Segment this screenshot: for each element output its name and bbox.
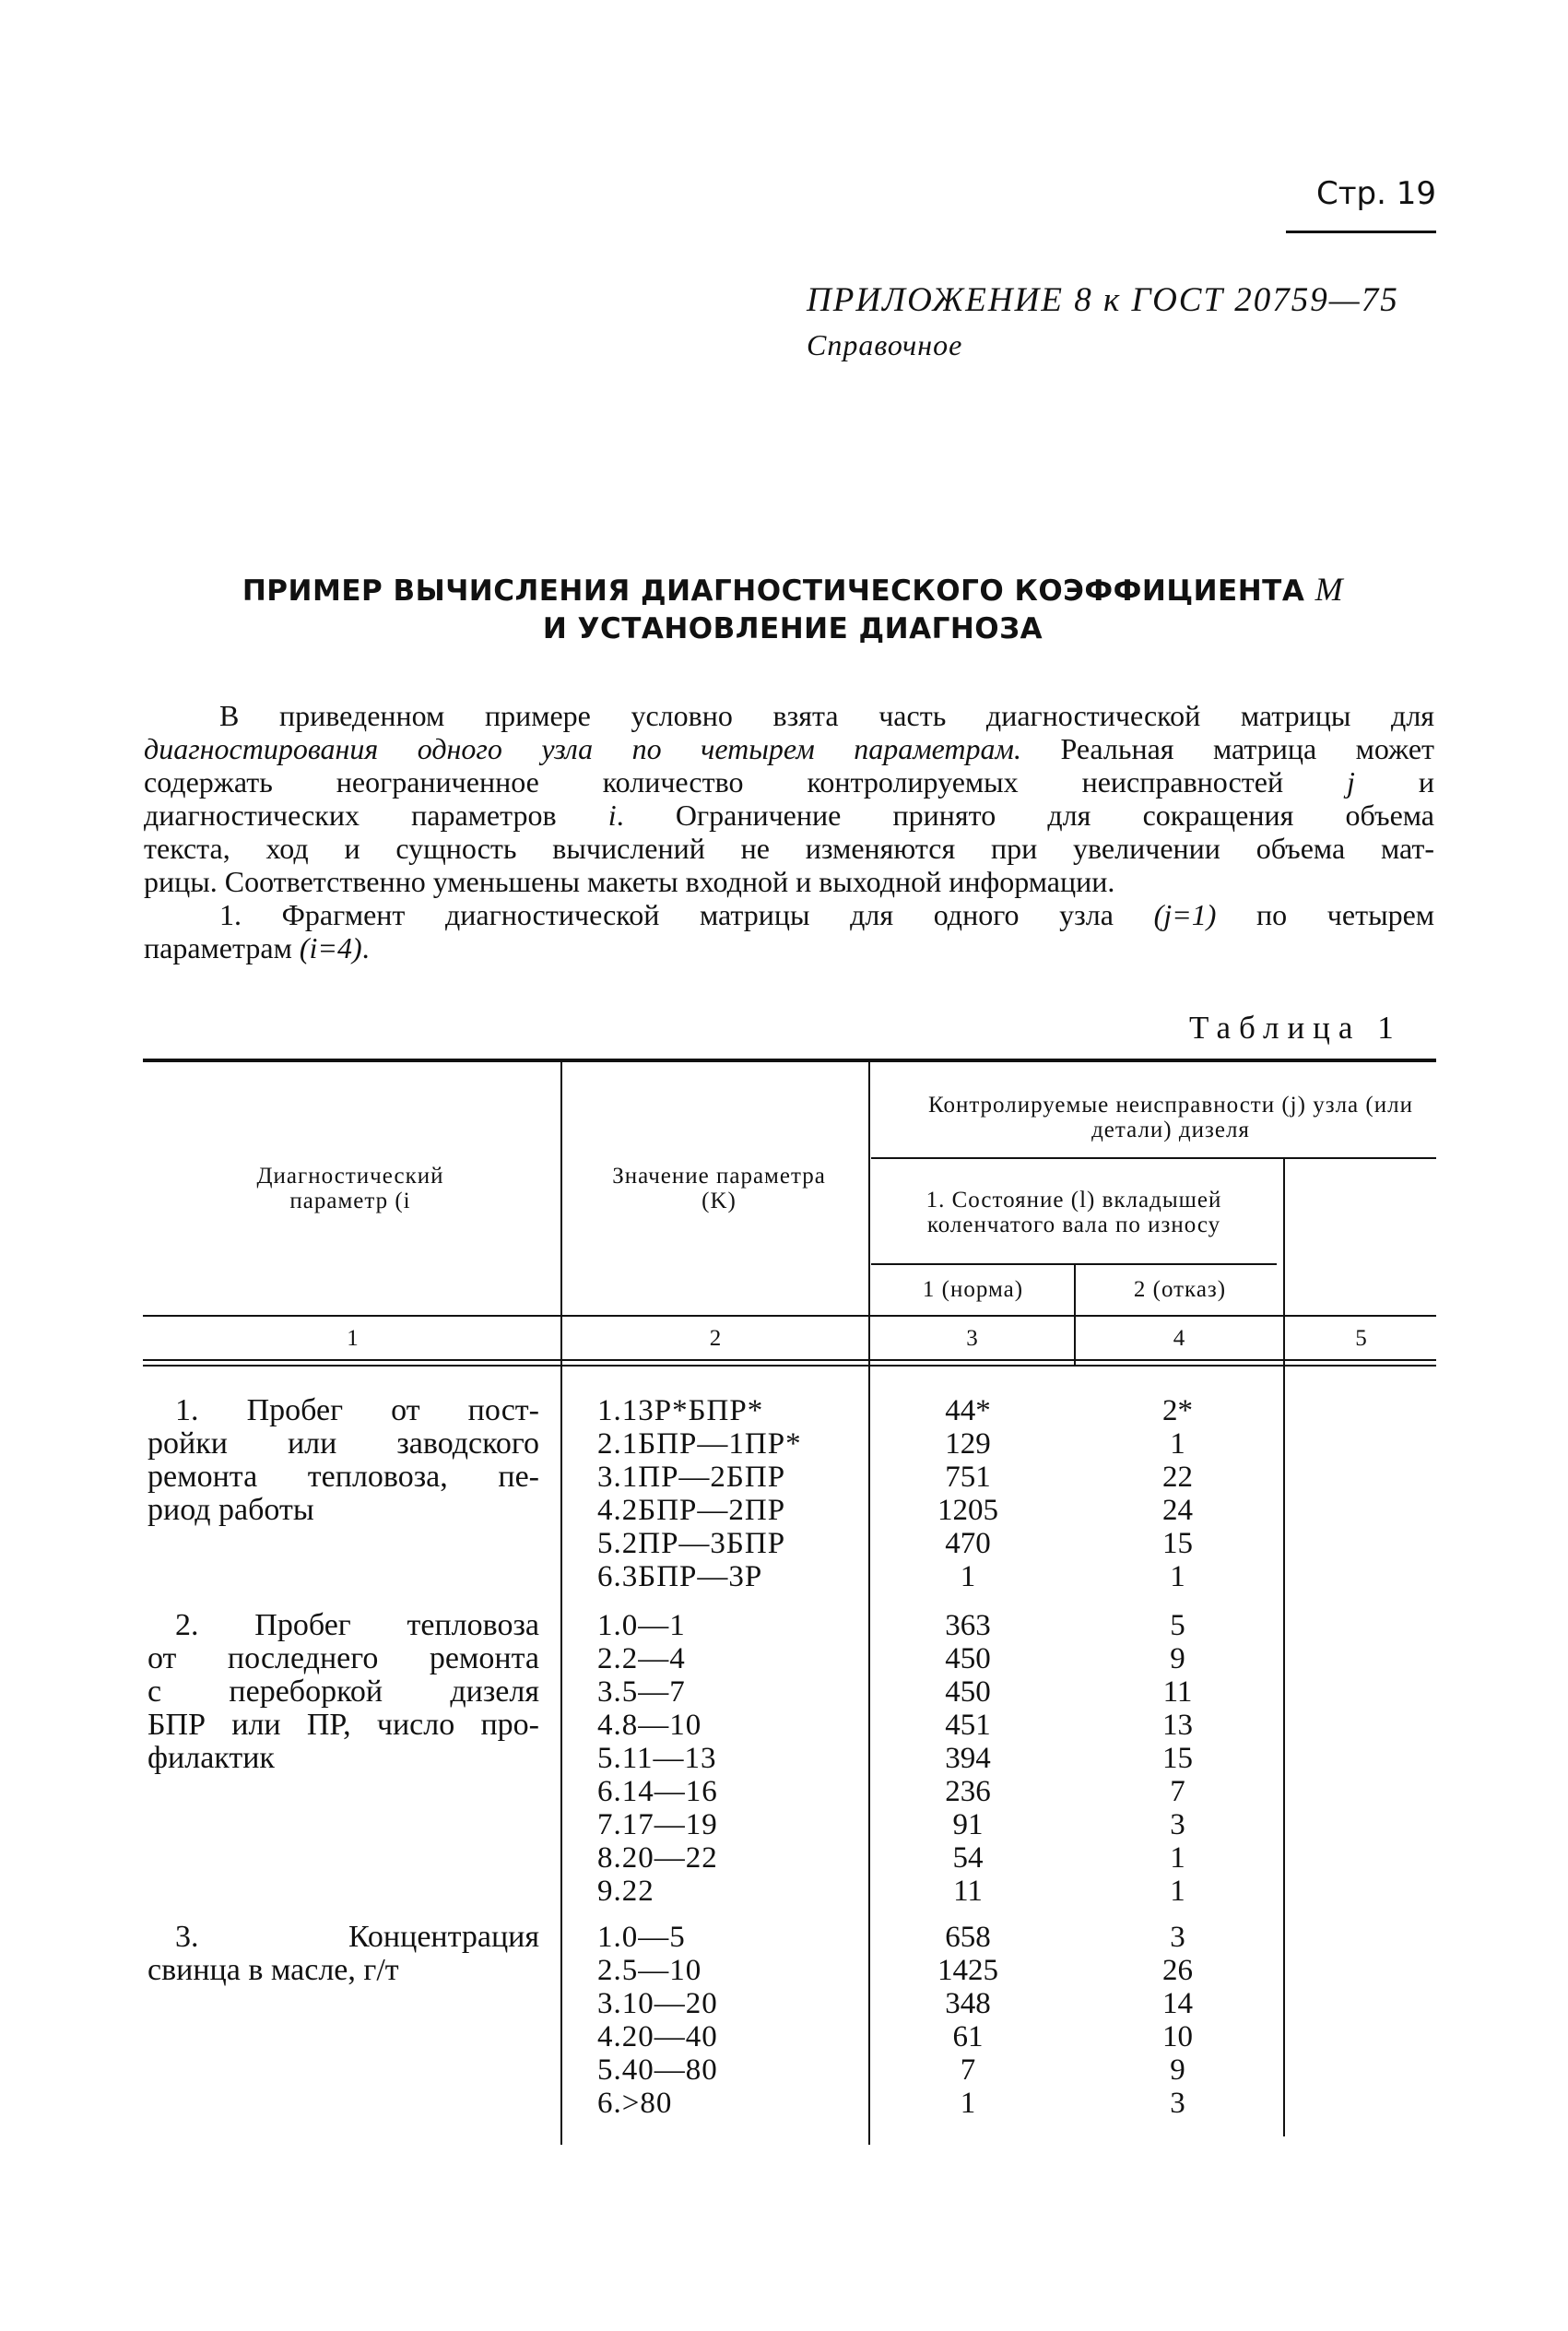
table-cell-value: 5.40—80 xyxy=(597,2053,718,2087)
table-cell-value: 1.0—1 xyxy=(597,1609,686,1642)
table-cell-failure: 3 xyxy=(1170,2087,1185,2120)
label-line: 1. Пробег от пост- xyxy=(175,1393,539,1427)
table-divider-2 xyxy=(868,1062,870,2145)
column-number: 3 xyxy=(966,1326,978,1351)
table-cell-value: 3.1ПР—2БПР xyxy=(597,1461,786,1494)
appendix-type: Справочное xyxy=(807,328,963,361)
title-symbol: М xyxy=(1315,571,1344,608)
table-cell-failure: 7 xyxy=(1170,1775,1185,1808)
table-cell-failure: 9 xyxy=(1170,2053,1185,2087)
label-line: риод работы xyxy=(147,1493,314,1527)
table-number-rule-2 xyxy=(143,1365,1436,1367)
intro-line: рицы. Соответственно уменьшены макеты входной и выходной информации. xyxy=(144,865,1115,898)
group-2-failure xyxy=(1097,1609,1258,1908)
table-cell-failure: 15 xyxy=(1162,1527,1193,1560)
label-line: филактик xyxy=(147,1741,275,1775)
table-cell-norm: 1 xyxy=(960,1560,976,1593)
table-cell-value: 9.22 xyxy=(597,1875,654,1908)
table-divider-4 xyxy=(1283,1159,1285,2136)
label-line: ройки или заводского xyxy=(147,1426,539,1461)
column-number: 2 xyxy=(709,1326,722,1351)
table-cell-failure: 5 xyxy=(1170,1609,1185,1642)
table-top-rule xyxy=(143,1059,1436,1062)
table-cell-failure: 2* xyxy=(1162,1394,1193,1427)
intro-line: В приведенном примере условно взята часть диагностической матрицы для xyxy=(219,699,1434,732)
column-number: 1 xyxy=(347,1326,359,1351)
table-cell-norm: 54 xyxy=(952,1841,984,1875)
table-cell-failure: 14 xyxy=(1162,1987,1193,2020)
table-cell-value: 3.5—7 xyxy=(597,1675,686,1709)
header-diagnostic-parameter: Диагностический параметр (i xyxy=(256,1164,444,1213)
table-cell-failure: 1 xyxy=(1170,1560,1185,1593)
table-divider-3 xyxy=(1074,1265,1076,1365)
table-cell-failure: 15 xyxy=(1162,1742,1193,1775)
intro-line: диагностирования одного узла по четырем параметрам. Реальная матрица может xyxy=(144,732,1435,765)
table-cell-value: 1.0—5 xyxy=(597,1921,686,1954)
table-cell-value: 5.2ПР—3БПР xyxy=(597,1527,786,1560)
table-cell-norm: 450 xyxy=(945,1675,991,1709)
label-line: 3. Концентрация xyxy=(175,1920,539,1954)
table-cell-norm: 11 xyxy=(953,1875,983,1908)
document-title-line-1 xyxy=(147,570,1438,609)
group-1-failure xyxy=(1097,1394,1258,1593)
page-number-rule xyxy=(1286,231,1436,233)
table-cell-norm: 348 xyxy=(945,1987,991,2020)
table-cell-failure: 3 xyxy=(1170,1921,1185,1954)
table-cell-value: 4.8—10 xyxy=(597,1709,702,1742)
intro-line: содержать неограниченное количество контролируемых неисправностей j и xyxy=(144,765,1435,799)
label-line: ремонта тепловоза, пе- xyxy=(147,1460,539,1494)
table-cell-value: 6.>80 xyxy=(597,2087,673,2120)
table-cell-failure: 1 xyxy=(1170,1841,1185,1875)
table-cell-norm: 451 xyxy=(945,1709,991,1742)
table-cell-value: 8.20—22 xyxy=(597,1841,718,1875)
header-failure: 2 (отказ) xyxy=(1133,1277,1227,1302)
column-number: 5 xyxy=(1355,1326,1367,1351)
table-cell-failure: 3 xyxy=(1170,1808,1185,1841)
group-3-norm xyxy=(885,1921,1051,2120)
group-3-values xyxy=(597,1921,718,2120)
label-line: свинца в масле, г/т xyxy=(147,1953,399,1987)
table-cell-value: 2.1БПР—1ПР* xyxy=(597,1427,802,1461)
label-line: БПР или ПР, число про- xyxy=(147,1708,539,1742)
intro-line: текста, ход и сущность вычислений не изменяются при увеличении объема мат- xyxy=(144,832,1434,865)
row-label-run-since-build xyxy=(147,1394,539,1527)
page-number: Стр. 19 xyxy=(1315,175,1436,212)
table-cell-value: 7.17—19 xyxy=(597,1808,718,1841)
title-text: ПРИМЕР ВЫЧИСЛЕНИЯ ДИАГНОСТИЧЕСКОГО КОЭФФИЦИЕНТА xyxy=(242,574,1305,608)
group-2-values xyxy=(597,1609,718,1908)
label-line: 2. Пробег тепловоза xyxy=(175,1608,539,1642)
document-title-line-2: И УСТАНОВЛЕНИЕ ДИАГНОЗА xyxy=(542,612,1043,645)
table-cell-failure: 26 xyxy=(1162,1954,1193,1987)
column-number: 4 xyxy=(1173,1326,1185,1351)
table-cell-value: 4.2БПР—2ПР xyxy=(597,1494,786,1527)
table-number-rule-1 xyxy=(143,1359,1436,1361)
header-norm: 1 (норма) xyxy=(922,1277,1024,1302)
intro-line: диагностических параметров i. Ограничение принято для сокращения объема xyxy=(144,799,1435,832)
table-cell-failure: 13 xyxy=(1162,1709,1193,1742)
group-1-values xyxy=(597,1394,802,1593)
table-cell-norm: 236 xyxy=(945,1775,991,1808)
table-cell-value: 6.14—16 xyxy=(597,1775,718,1808)
label-line: от последнего ремонта xyxy=(147,1641,539,1675)
table-cell-norm: 44* xyxy=(945,1394,991,1427)
intro-line: 1. Фрагмент диагностической матрицы для одного узла (j=1) по четырем xyxy=(219,898,1435,931)
table-cell-value: 3.10—20 xyxy=(597,1987,718,2020)
table-cell-norm: 470 xyxy=(945,1527,991,1560)
table-cell-norm: 363 xyxy=(945,1609,991,1642)
table-cell-value: 5.11—13 xyxy=(597,1742,717,1775)
intro-line: параметрам (i=4). xyxy=(144,931,370,964)
table-divider-1 xyxy=(560,1062,562,2145)
table-cell-failure: 1 xyxy=(1170,1875,1185,1908)
table-cell-norm: 394 xyxy=(945,1742,991,1775)
table-cell-value: 2.2—4 xyxy=(597,1642,686,1675)
table-cell-failure: 1 xyxy=(1170,1427,1185,1461)
table-cell-value: 1.13Р*БПР* xyxy=(597,1394,764,1427)
table-cell-failure: 24 xyxy=(1162,1494,1193,1527)
table-cell-norm: 1425 xyxy=(937,1954,998,1987)
table-cell-norm: 61 xyxy=(952,2020,984,2053)
table-cell-failure: 10 xyxy=(1162,2020,1193,2053)
row-label-run-since-repair xyxy=(147,1609,539,1775)
table-cell-norm: 1205 xyxy=(937,1494,998,1527)
group-2-norm xyxy=(885,1609,1051,1908)
table-group-rule xyxy=(871,1157,1436,1159)
table-cell-norm: 91 xyxy=(952,1808,984,1841)
appendix-title: ПРИЛОЖЕНИЕ 8 к ГОСТ 20759—75 xyxy=(807,281,1399,319)
table-cell-failure: 9 xyxy=(1170,1642,1185,1675)
label-line: с переборкой дизеля xyxy=(147,1674,539,1709)
table-cell-failure: 11 xyxy=(1162,1675,1193,1709)
table-cell-value: 6.3БПР—3Р xyxy=(597,1560,763,1593)
table-cell-norm: 751 xyxy=(945,1461,991,1494)
row-label-lead-concentration xyxy=(147,1921,539,1987)
table-cell-norm: 129 xyxy=(945,1427,991,1461)
group-1-norm xyxy=(885,1394,1051,1593)
header-faults-group: Контролируемые неисправности (j) узла (или детали) дизеля xyxy=(928,1093,1413,1142)
group-3-failure xyxy=(1097,1921,1258,2120)
header-parameter-value: Значение параметра (K) xyxy=(612,1164,826,1213)
intro-text xyxy=(144,699,1434,964)
table-header-rule xyxy=(143,1315,1436,1317)
table-cell-norm: 7 xyxy=(960,2053,976,2087)
table-cell-norm: 658 xyxy=(945,1921,991,1954)
table-cell-value: 4.20—40 xyxy=(597,2020,718,2053)
table-cell-norm: 1 xyxy=(960,2087,976,2120)
table-cell-value: 2.5—10 xyxy=(597,1954,702,1987)
table-cell-norm: 450 xyxy=(945,1642,991,1675)
header-bearing-condition: 1. Состояние (l) вкладышей коленчатого вала по износу xyxy=(925,1188,1222,1237)
table-caption: Таблица 1 xyxy=(1189,1010,1402,1046)
table-cell-failure: 22 xyxy=(1162,1461,1193,1494)
